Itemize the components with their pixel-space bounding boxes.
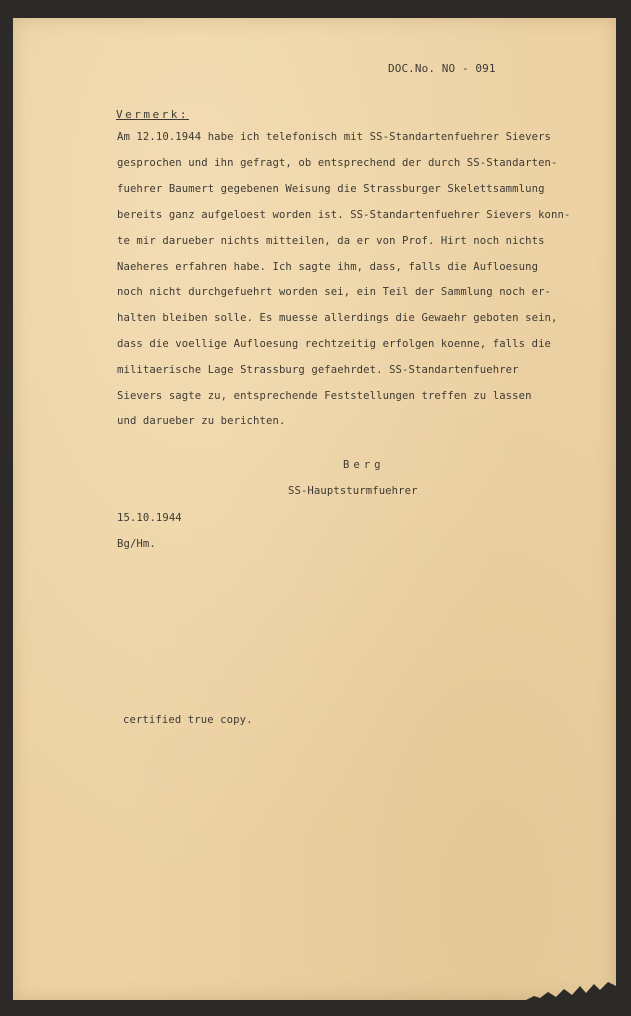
body-line: halten bleiben solle. Es muesse allerdings die Gewaehr geboten sein, (117, 312, 558, 324)
memo-heading: Vermerk: (116, 108, 189, 121)
body-line: te mir darueber nichts mitteilen, da er von Prof. Hirt noch nichts (117, 235, 545, 247)
body-line: und darueber zu berichten. (117, 415, 286, 427)
body-line: noch nicht durchgefuehrt worden sei, ein Teil der Sammlung noch er- (117, 286, 552, 298)
body-line: Sievers sagte zu, entsprechende Feststellungen treffen zu lassen (117, 390, 532, 402)
signature-rank: SS-Hauptsturmfuehrer (288, 485, 418, 497)
body-line: gesprochen und ihn gefragt, ob entsprechend der durch SS-Standarten- (117, 157, 558, 169)
body-line: Am 12.10.1944 habe ich telefonisch mit SS-Standartenfuehrer Sievers (117, 131, 552, 143)
certification-note: certified true copy. (123, 714, 253, 726)
body-line: Naeheres erfahren habe. Ich sagte ihm, dass, falls die Aufloesung (117, 261, 539, 273)
memo-initials: Bg/Hm. (117, 538, 156, 550)
body-line: fuehrer Baumert gegebenen Weisung die Strassburger Skelettsammlung (117, 183, 545, 195)
body-line: bereits ganz aufgeloest worden ist. SS-Standartenfuehrer Sievers konn- (117, 209, 571, 221)
body-line: militaerische Lage Strassburg gefaehrdet. SS-Standartenfuehrer (117, 364, 519, 376)
signature-name: Berg (343, 459, 385, 471)
torn-corner-edge (526, 974, 616, 1000)
memo-date: 15.10.1944 (117, 512, 182, 524)
body-line: dass die voellige Aufloesung rechtzeitig erfolgen koenne, falls die (117, 338, 552, 350)
document-page (13, 18, 616, 1000)
document-number: DOC.No. NO - 091 (388, 62, 496, 75)
